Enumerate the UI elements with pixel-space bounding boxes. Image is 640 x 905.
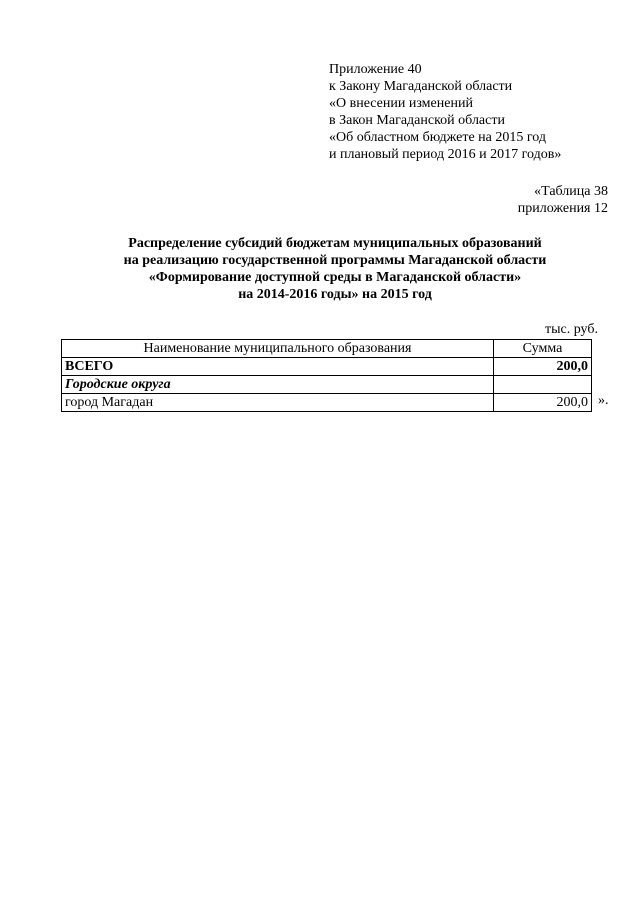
title-line: «Формирование доступной среды в Магаданской области» [148,270,522,285]
title-line: на реализацию государственной программы Магаданской области [123,253,547,268]
row-sum: 200,0 [494,358,592,376]
document-title [40,235,630,303]
table-ref-line: приложения 12 [517,201,608,216]
row-sum: 200,0 [494,394,592,412]
appendix-line: в Закон Магаданской области [329,113,505,128]
table-header-row [62,340,592,358]
appendix-line: и плановый период 2016 и 2017 годов» [329,147,562,162]
header-name: Наименование муниципального образования [62,340,494,358]
row-name: Городские округа [62,376,494,394]
title-line: на 2014-2016 годы» на 2015 год [238,287,432,302]
table-row-total [62,358,592,376]
appendix-line: «Об областном бюджете на 2015 год [329,130,546,145]
table-row-group [62,376,592,394]
table-reference [518,183,608,217]
row-name: город Магадан [62,394,494,412]
table-ref-line: «Таблица 38 [534,184,608,199]
appendix-line: «О внесении изменений [329,96,473,111]
appendix-line: Приложение 40 [329,62,422,77]
table-row [62,394,592,412]
appendix-note [329,61,561,163]
closing-quote-mark: ». [598,393,609,408]
row-name: ВСЕГО [62,358,494,376]
row-sum [494,376,592,394]
subsidies-table [61,339,592,412]
units-label: тыс. руб. [545,322,598,337]
appendix-line: к Закону Магаданской области [329,79,513,94]
header-sum: Сумма [494,340,592,358]
title-line: Распределение субсидий бюджетам муниципальных образований [128,236,542,251]
